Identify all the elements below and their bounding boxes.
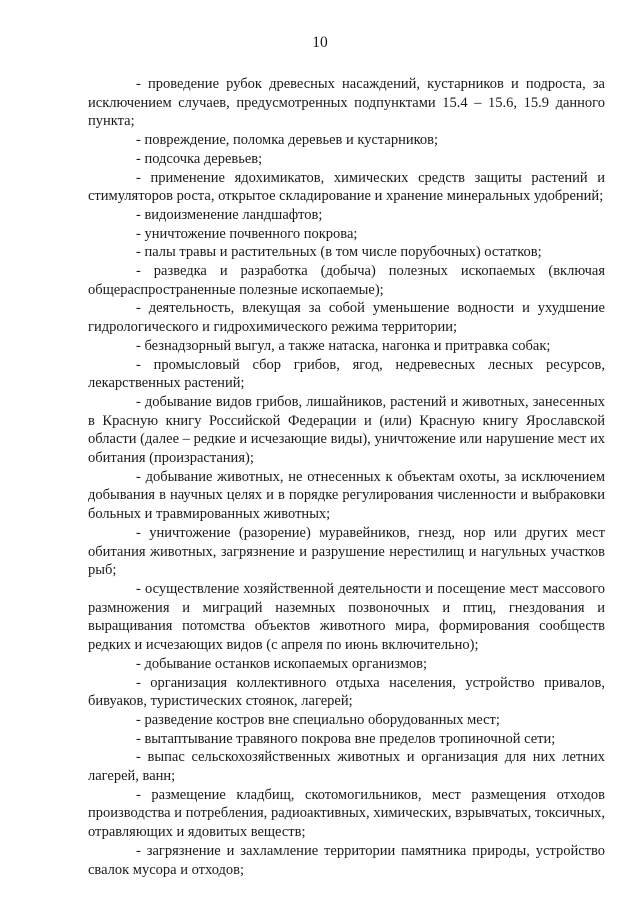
- list-item: - уничтожение почвенного покрова;: [136, 225, 358, 242]
- page-number: 10: [312, 34, 328, 51]
- list-item: - видоизменение ландшафтов;: [136, 206, 323, 223]
- list-item: - подсочка деревьев;: [136, 150, 263, 167]
- list-item: - разведка и разработка (добыча) полезных ископаемых (включая общераспространенные полезные ископаемые);: [88, 263, 605, 298]
- list-item: - осуществление хозяйственной деятельности и посещение мест массового размножения и миграций наземных позвоночных и птиц, гнездования и выращивания потомства объектов животного мира, формирования сообществ редких и исчезающих видов (с апреля по июнь включительно);: [88, 580, 605, 654]
- list-item: - деятельность, влекущая за собой уменьшение водности и ухудшение гидрологического и гидрохимического режима территории;: [88, 300, 605, 336]
- list-item: - промысловый сбор грибов, ягод, недревесных лесных ресурсов, лекарственных растений;: [88, 356, 605, 392]
- list-item: - размещение кладбищ, скотомогильников, мест размещения отходов производства и потребления, радиоактивных, химических, взрывчатых, токсичных, отравляющих и ядовитых веществ;: [88, 786, 605, 841]
- list-item: - организация коллективного отдыха населения, устройство привалов, бивуаков, туристических стоянок, лагерей;: [88, 674, 605, 710]
- list-item: - проведение рубок древесных насаждений, кустарников и подроста, за исключением случаев, предусмотренных подпунктами 15.4 – 15.6, 15.9 данного пункта;: [88, 76, 605, 130]
- prohibited-activities-list: [88, 75, 605, 879]
- list-item: - разведение костров вне специально оборудованных мест;: [136, 711, 500, 728]
- list-item: - добывание животных, не отнесенных к объектам охоты, за исключением добывания в научных целях и в порядке регулирования численности и выбраковки больных и травмированных животных;: [88, 468, 605, 523]
- list-item: - палы травы и растительных (в том числе порубочных) остатков;: [136, 244, 542, 261]
- list-item: - уничтожение (разорение) муравейников, гнезд, нор или других мест обитания животных, загрязнение и разрушение нерестилищ и нагульных участков рыб;: [88, 524, 605, 579]
- list-item: - выпас сельскохозяйственных животных и организация для них летних лагерей, ванн;: [88, 749, 605, 785]
- list-item: - добывание останков ископаемых организмов;: [136, 655, 428, 672]
- list-item: - вытаптывание травяного покрова вне пределов тропиночной сети;: [136, 730, 556, 747]
- list-item: - безнадзорный выгул, а также натаска, нагонка и притравка собак;: [136, 337, 551, 354]
- list-item: - добывание видов грибов, лишайников, растений и животных, занесенных в Красную книгу Российской Федерации и (или) Красную книгу Ярославской области (далее – редкие и исчезающие виды), уничтожение или нарушение мест их обитания (произрастания);: [88, 393, 605, 467]
- list-item: - загрязнение и захламление территории памятника природы, устройство свалок мусора и отходов;: [88, 842, 605, 878]
- list-item: - применение ядохимикатов, химических средств защиты растений и стимуляторов роста, открытое складирование и хранение минеральных удобрений;: [88, 169, 605, 205]
- list-item: - повреждение, поломка деревьев и кустарников;: [136, 132, 439, 149]
